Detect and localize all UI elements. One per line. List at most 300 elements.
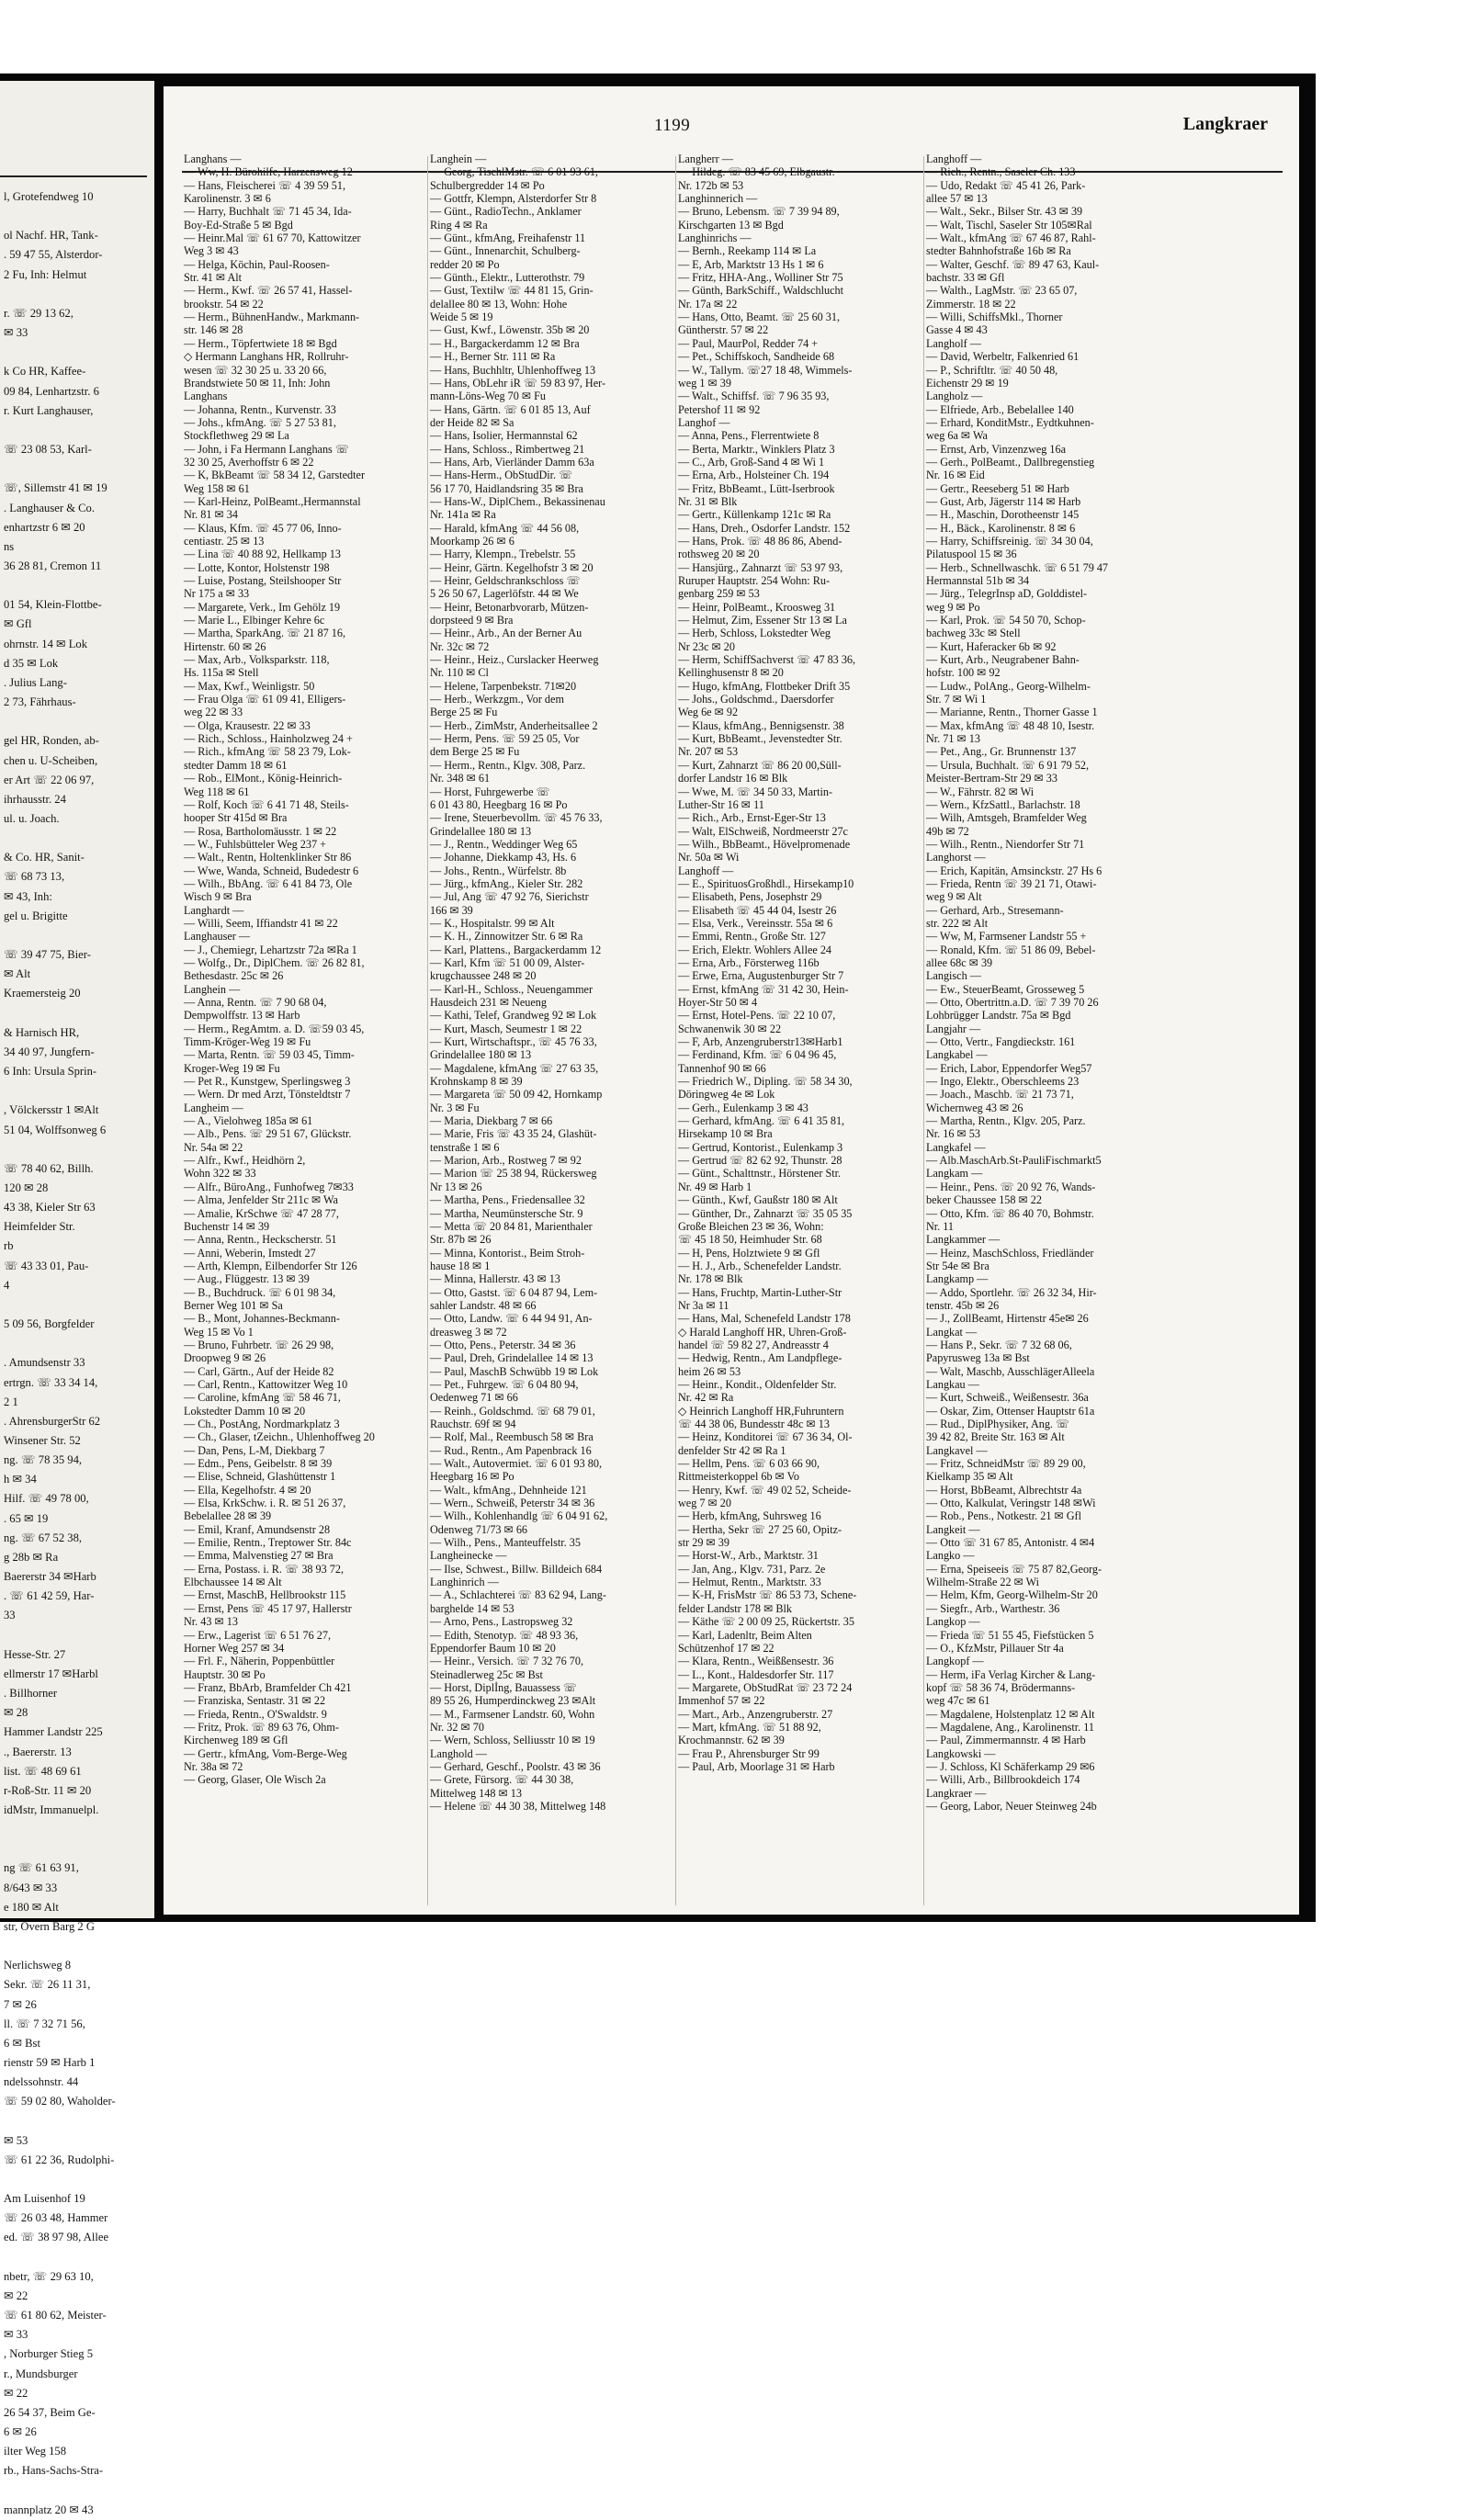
directory-entry-line: — Gertr., Reeseberg 51 ✉ Harb [926, 481, 1069, 495]
directory-entry-line: heim 26 ✉ 53 [678, 1364, 741, 1378]
directory-entry-line: 8/643 ✉ 33 [4, 1881, 58, 1894]
directory-entry-line: — Luise, Postang, Steilshooper Str [184, 574, 342, 587]
directory-entry-line: Kirschgarten 13 ✉ Bgd [678, 218, 784, 232]
directory-entry-line: — Johs., kfmAng. ☏ 5 27 53 81, [184, 415, 336, 429]
directory-entry-line: — Karl-H., Schloss., Neuengammer [430, 982, 594, 996]
directory-entry-line: — Maria, Diekbarg 7 ✉ 66 [430, 1114, 553, 1128]
directory-entry-line: Hs. 115a ✉ Stell [184, 666, 259, 680]
directory-entry-line: Eppendorfer Baum 10 ✉ 20 [430, 1641, 556, 1655]
directory-entry-line: ✉ Alt [4, 967, 31, 981]
directory-entry-line: Nr. 31 ✉ Blk [678, 494, 738, 508]
directory-entry-line: gel u. Brigitte [4, 909, 68, 922]
directory-entry-line: — Herb., Schnellwaschk. ☏ 6 51 79 47 [926, 560, 1109, 574]
directory-entry-line: Heimfelder Str. [4, 1220, 75, 1234]
directory-entry-line: — Marta, Rentn. ☏ 59 03 45, Timm- [184, 1048, 355, 1062]
directory-entry-line: — A., Schlachterei ☏ 83 62 94, Lang- [430, 1588, 606, 1602]
directory-entry-line: — Bernh., Reekamp 114 ✉ La [678, 244, 817, 258]
directory-entry-line: — Heinr., Heiz., Curslacker Heerweg [430, 653, 599, 667]
surname-heading: Langholf — [926, 336, 981, 350]
directory-columns [164, 153, 1299, 1915]
directory-entry-line: — Rosa, Bartholomäusstr. 1 ✉ 22 [184, 824, 337, 838]
directory-entry-line: . Julius Lang- [4, 675, 67, 689]
directory-entry-line: — Ludw., PolAng., Georg-Wilhelm- [926, 679, 1091, 693]
directory-entry-line: — Herm., RegAmtm. a. D. ☏59 03 45, [184, 1022, 365, 1035]
directory-entry-line: — Herm., Rentn., Klgv. 308, Parz. [430, 758, 586, 772]
directory-entry-line: Odenweg 71/73 ✉ 66 [430, 1522, 528, 1536]
directory-entry-line: Str. 7 ✉ Wi 1 [926, 693, 987, 706]
directory-entry-line: — Walt., Autovermiet. ☏ 6 01 93 80, [430, 1457, 603, 1471]
directory-entry-line: — Ernst, Pens ☏ 45 17 97, Hallerstr [184, 1601, 352, 1615]
directory-entry-line: — Ww, H. Bürohilfe, Harzensweg 12 [184, 165, 353, 179]
directory-entry-line: — Lotte, Kontor, Holstenstr 198 [184, 560, 330, 574]
directory-entry-line: — Heinr., Arb., An der Berner Au [430, 627, 582, 640]
directory-entry-line: 33 [4, 1609, 16, 1622]
directory-entry-line: 01 54, Klein-Flottbe- [4, 598, 102, 612]
directory-entry-line: — Margarete, Verk., Im Gehölz 19 [184, 600, 341, 614]
directory-entry-line: — Wwe, M. ☏ 34 50 33, Martin- [678, 785, 833, 798]
directory-entry-line: — Frau P., Ahrensburger Str 99 [678, 1746, 820, 1760]
directory-entry-line: — Mart., Arb., Anzengruberstr. 27 [678, 1707, 833, 1721]
directory-entry-line: Bebelallee 28 ✉ 39 [184, 1509, 272, 1523]
directory-entry-line: chen u. U-Scheiben, [4, 753, 98, 767]
directory-entry-line: — Lina ☏ 40 88 92, Hellkamp 13 [184, 548, 341, 561]
directory-entry-line: — Marie L., Elbinger Kehre 6c [184, 614, 325, 627]
directory-entry-line: dorfer Landstr 16 ✉ Blk [678, 772, 788, 785]
directory-entry-line: Nr. 207 ✉ 53 [678, 745, 739, 759]
directory-entry-line: 2 Fu, Inh: Helmut [4, 267, 87, 281]
directory-entry-line: — Ernst, kfmAng ☏ 31 42 30, Hein- [678, 982, 849, 996]
directory-entry-line [4, 926, 151, 945]
directory-entry-line: — Helene ☏ 44 30 38, Mittelweg 148 [430, 1799, 606, 1813]
directory-entry-line: hofstr. 100 ✉ 92 [926, 666, 1001, 680]
directory-entry-line: gel HR, Ronden, ab- [4, 734, 99, 748]
directory-entry-line: — Hans, Isolier, Hermannstal 62 [430, 429, 578, 443]
directory-entry-line: — Helga, Köchin, Paul-Roosen- [184, 257, 330, 271]
surname-heading: Langhinnerich — [678, 192, 758, 206]
directory-entry-line: brookstr. 54 ✉ 22 [184, 297, 264, 311]
directory-entry-line: — Martha, Neumünstersche Str. 9 [430, 1206, 583, 1220]
directory-entry-line: ndelssohnstr. 44 [4, 2075, 79, 2089]
directory-entry-line: 5 26 50 67, Lagerlöfstr. 44 ✉ We [430, 587, 579, 601]
directory-entry-line: Grindelallee 180 ✉ 13 [430, 824, 532, 838]
directory-entry-line: — E, Arb, Marktstr 13 Hs 1 ✉ 6 [678, 257, 824, 271]
directory-entry-line: — Amalie, KrSchwe ☏ 47 28 77, [184, 1206, 339, 1220]
directory-entry-line: — Rolf, Mal., Reembusch 58 ✉ Bra [430, 1430, 594, 1444]
directory-entry-line: — Max, Arb., Volksparkstr. 118, [184, 653, 330, 667]
directory-entry-line: — Hans, ObLehr iR ☏ 59 83 97, Her- [430, 376, 606, 390]
directory-entry-line: — Rob., Pens., Notkestr. 21 ✉ Gfl [926, 1509, 1081, 1523]
directory-entry-line: — Alfr., BüroAng., Funhofweg 7✉33 [184, 1180, 354, 1193]
running-head: Langkraer [1182, 114, 1268, 134]
directory-entry-line: — Erich, Elektr. Wohlers Allee 24 [678, 943, 832, 956]
directory-entry-line: — Hans, Mal, Schenefeld Landstr 178 [678, 1312, 851, 1326]
directory-entry-line: r. Kurt Langhauser, [4, 403, 94, 417]
directory-entry-line: — Erich, Labor, Eppendorfer Weg57 [926, 1061, 1092, 1075]
directory-entry-line: — Gust, Kwf., Löwenstr. 35b ✉ 20 [430, 323, 590, 337]
directory-entry-line: — A., Vielohweg 185a ✉ 61 [184, 1114, 313, 1128]
surname-heading: Langkat — [926, 1325, 978, 1339]
directory-entry-line: Nr 3a ✉ 11 [678, 1298, 729, 1312]
directory-entry-line: 34 40 97, Jungfern- [4, 1045, 95, 1058]
directory-entry-line: — J., ZollBeamt, Hirtenstr 45e✉ 26 [926, 1312, 1089, 1326]
directory-entry-line: — Pet., Schiffskoch, Sandheide 68 [678, 350, 835, 364]
directory-entry-line: Güntherstr. 57 ✉ 22 [678, 323, 769, 337]
directory-entry-line: — Wern., KfzSattl., Barlachstr. 18 [926, 797, 1080, 811]
directory-entry-line: — Horst, BbBeamt, Albrechtstr 4a [926, 1483, 1082, 1497]
directory-entry-line: Hoyer-Str 50 ✉ 4 [678, 996, 758, 1009]
directory-column-4 [926, 153, 1150, 1915]
directory-entry-line [4, 1295, 151, 1315]
directory-entry-line: — Hans, Otto, Beamt. ☏ 25 60 31, [678, 311, 841, 324]
directory-entry-line: wesen ☏ 32 30 25 u. 33 20 66, [184, 363, 327, 377]
directory-entry-line: — Fritz, SchneidMstr ☏ 89 29 00, [926, 1457, 1086, 1471]
directory-entry-line [4, 421, 151, 440]
directory-entry-line: Boy-Ed-Straße 5 ✉ Bgd [184, 218, 293, 232]
directory-entry-line: — H., Bargackerdamm 12 ✉ Bra [430, 336, 580, 350]
directory-entry-line: — Otto, Pens., Peterstr. 34 ✉ 36 [430, 1338, 576, 1351]
directory-entry-line: dem Berge 25 ✉ Fu [430, 745, 520, 759]
directory-entry-line: ✉ 43, Inh: [4, 889, 52, 903]
directory-entry-line [4, 285, 151, 304]
directory-entry-line: Große Bleichen 23 ✉ 36, Wohn: [678, 1219, 824, 1233]
directory-entry-line: — Rob., ElMont., König-Heinrich- [184, 772, 343, 785]
directory-entry-line: — Wilh., Rentn., Niendorfer Str 71 [926, 837, 1085, 851]
directory-entry-line: — Pet., Ang., Gr. Brunnenstr 137 [926, 745, 1077, 759]
directory-entry-line: — Kathi, Telef, Grandweg 92 ✉ Lok [430, 1009, 597, 1023]
directory-entry-line: — Metta ☏ 20 84 81, Marienthaler [430, 1219, 593, 1233]
surname-heading: Langheinecke — [430, 1549, 507, 1563]
directory-entry-line: Nr 23c ✉ 20 [678, 639, 735, 653]
directory-entry-line: Hilf. ☏ 49 78 00, [4, 1492, 89, 1506]
directory-entry-line: — Ernst, Arb, Vinzenzweg 16a [926, 442, 1067, 456]
directory-entry-line: — Ew., SteuerBeamt, Grosseweg 5 [926, 982, 1085, 996]
directory-entry-line: — Caroline, kfmAng ☏ 58 46 71, [184, 1391, 341, 1405]
directory-entry-line: genbarg 259 ✉ 53 [678, 587, 760, 601]
directory-entry-line: — Marianne, Rentn., Thorner Gasse 1 [926, 706, 1098, 719]
directory-entry-line: — Margareta ☏ 50 09 42, Hornkamp [430, 1088, 603, 1102]
directory-entry-line: Rittmeisterkoppel 6b ✉ Vo [678, 1470, 799, 1484]
directory-entry-line: Petershof 11 ✉ 92 [678, 402, 761, 416]
directory-entry-line: Hermannstal 51b ✉ 34 [926, 574, 1030, 587]
directory-entry-line: — Anna, Rentn., Heckscherstr. 51 [184, 1233, 337, 1247]
directory-entry-line [4, 1140, 151, 1159]
directory-entry-line: — Kurt, Zahnarzt ☏ 86 20 00,Süll- [678, 758, 842, 772]
directory-entry-line: weg 7 ✉ 20 [678, 1497, 731, 1510]
directory-entry-line: — Harry, Buchhalt ☏ 71 45 34, Ida- [184, 205, 352, 219]
directory-entry-line: weg 9 ✉ Alt [926, 890, 982, 904]
directory-entry-line: ed. ☏ 38 97 98, Allee [4, 2231, 109, 2244]
directory-entry-line: allee 68c ✉ 39 [926, 955, 993, 969]
directory-entry-line: . 59 47 55, Alsterdor- [4, 248, 103, 262]
directory-entry-line: — Kurt, Arb., Neugrabener Bahn- [926, 653, 1080, 667]
directory-entry-line: 51 04, Wolffsonweg 6 [4, 1123, 107, 1136]
directory-entry-line: — Kurt, Schweiß., Weißensestr. 36a [926, 1391, 1089, 1405]
directory-entry-line [4, 1081, 151, 1101]
directory-entry-line: Nr. 110 ✉ Cl [430, 666, 489, 680]
directory-entry-line: 26 54 37, Beim Ge- [4, 2405, 96, 2419]
directory-entry-line: — Erna, Arb., Holsteiner Ch. 194 [678, 469, 830, 482]
directory-entry-line: — Hans, Gärtn. ☏ 6 01 85 13, Auf [430, 402, 591, 416]
directory-entry-line: — Horst, Diplİng, Bauassess ☏ [430, 1680, 578, 1694]
directory-entry-line: — Hans-W., DiplChem., Bekassinenau [430, 494, 605, 508]
directory-entry-line: Meister-Bertram-Str 29 ✉ 33 [926, 772, 1057, 785]
directory-entry-line: Nr. 81 ✉ 34 [184, 508, 238, 522]
directory-entry-line: str, Övern Barg 2 G [4, 1919, 95, 1933]
directory-entry-line: 43 38, Kieler Str 63 [4, 1201, 96, 1215]
directory-entry-line: — C., Arb, Groß-Sand 4 ✉ Wi 1 [678, 455, 825, 469]
directory-entry-line: — Bruno, Fuhrbetr. ☏ 26 29 98, [184, 1338, 334, 1351]
directory-entry-line: Weg 15 ✉ Vo 1 [184, 1325, 254, 1339]
directory-entry-line: — J. Schloss, Kl Schäferkamp 29 ✉6 [926, 1759, 1095, 1773]
directory-entry-line: 39 42 82, Breite Str. 163 ✉ Alt [926, 1430, 1065, 1444]
directory-entry-line [4, 2170, 151, 2189]
directory-entry-line: — Emmi, Rentn., Große Str. 127 [678, 930, 826, 944]
directory-entry-line: ☏ 44 38 06, Bundesstr 48c ✉ 13 [678, 1418, 830, 1430]
directory-entry-line: weg 1 ✉ 39 [678, 376, 731, 390]
directory-entry-line: . Amundsenstr 33 [4, 1356, 85, 1370]
directory-entry-line: Hirsekamp 10 ✉ Bra [678, 1127, 773, 1141]
directory-entry-line: — Klara, Rentn., Weißßensestr. 36 [678, 1655, 834, 1668]
directory-entry-line: Nerlichsweg 8 [4, 1959, 72, 1972]
directory-entry-line: — Frieda ☏ 51 55 45, Fiefstücken 5 [926, 1628, 1094, 1642]
directory-entry-line: — M., Farmsener Landstr. 60, Wohn [430, 1707, 595, 1721]
directory-entry-line: Kroger-Weg 19 ✉ Fu [184, 1061, 280, 1075]
directory-entry-line: — Erna, Speiseeis ☏ 75 87 82,Georg- [926, 1562, 1102, 1576]
directory-entry-line: Nr. 17a ✉ 22 [678, 297, 738, 311]
directory-entry-line: — Ch., Glaser, tZeichn., Uhlenhoffweg 20 [184, 1430, 375, 1444]
directory-entry-line [4, 1937, 151, 1956]
directory-entry-line: list. ☏ 48 69 61 [4, 1764, 82, 1778]
directory-entry-line: — Hedwig, Rentn., Am Landpflege- [678, 1351, 842, 1365]
directory-entry-line: Weg 118 ✉ 61 [184, 785, 250, 798]
directory-entry-line: — Arth, Klempn, Eilbendorfer Str 126 [184, 1259, 357, 1272]
directory-entry-line: — Wilh., Pens., Manteuffelstr. 35 [430, 1536, 581, 1550]
directory-entry-line: — P., Schriftltr. ☏ 40 50 48, [926, 363, 1058, 377]
directory-entry-line: — Ch., PostAng, Nordmarkplatz 3 [184, 1418, 340, 1430]
directory-entry-line: — Wilh., BbAng. ☏ 6 41 84 73, Ole [184, 876, 353, 890]
directory-entry-line: weg 22 ✉ 33 [184, 706, 243, 719]
directory-entry-line: — Hans, Schloss., Rimbertweg 21 [430, 442, 585, 456]
directory-entry-line: — Günth., Elektr., Lutterothstr. 79 [430, 271, 585, 285]
surname-heading: Langhein — [184, 982, 241, 996]
directory-entry-line: — Günt., Schalttnstr., Hörstener Str. [678, 1167, 842, 1181]
directory-entry-line: — Ferdinand, Kfm. ☏ 6 04 96 45, [678, 1048, 837, 1062]
directory-entry-line: — Hans, Fruchtp, Martin-Luther-Str [678, 1285, 842, 1299]
directory-entry-line: 36 28 81, Cremon 11 [4, 559, 102, 572]
directory-entry-line [4, 1004, 151, 1023]
directory-entry-line: — Wolfg., Dr., DiplChem. ☏ 26 82 81, [184, 955, 365, 969]
page-number: 1199 [654, 116, 691, 135]
directory-entry-line: Wichernweg 43 ✉ 26 [926, 1101, 1023, 1114]
directory-entry-line: — Marion, Arb., Rostweg 7 ✉ 92 [430, 1154, 582, 1168]
directory-entry-line: — Karl, Prok. ☏ 54 50 70, Schop- [926, 614, 1086, 627]
directory-entry-line: ☏ 23 08 53, Karl- [4, 443, 92, 457]
directory-entry-line: — B., Mont, Johannes-Beckmann- [184, 1312, 340, 1326]
directory-entry-line: r. ☏ 29 13 62, [4, 306, 74, 320]
directory-entry-line: — Martha, Rentn., Klgv. 205, Parz. [926, 1114, 1086, 1128]
directory-entry-line: — Wern. Dr med Arzt, Tönsteldtstr 7 [184, 1088, 351, 1102]
directory-entry-line: — Johanne, Diekkamp 43, Hs. 6 [430, 851, 577, 864]
directory-entry-line: — Heinr.Mal ☏ 61 67 70, Kattowitzer [184, 232, 361, 245]
directory-entry-line: Nr. 16 ✉ Eid [926, 469, 985, 482]
directory-entry-line: rienstr 59 ✉ Harb 1 [4, 2056, 96, 2069]
directory-entry-line: d 35 ✉ Lok [4, 656, 59, 670]
directory-entry-line: ☏, Sillemstr 41 ✉ 19 [4, 481, 107, 495]
directory-entry-line: Mittelweg 148 ✉ 13 [430, 1786, 522, 1800]
directory-entry-line: Stockflethweg 29 ✉ La [184, 429, 289, 443]
directory-entry-line: Rauchstr. 69f ✉ 94 [430, 1418, 516, 1430]
directory-entry-line: — Johanna, Rentn., Kurvenstr. 33 [184, 402, 336, 416]
directory-entry-line: der Heide 82 ✉ Sa [430, 415, 514, 429]
directory-entry-line: — Klaus, Kfm. ☏ 45 77 06, Inno- [184, 521, 342, 535]
left-page-header-rule [0, 175, 147, 177]
directory-entry-line: ng. ☏ 67 52 38, [4, 1531, 83, 1544]
directory-entry-line: — Addo, Sportlehr. ☏ 26 32 34, Hir- [926, 1285, 1097, 1299]
directory-entry-line [4, 829, 151, 848]
directory-entry-line: — Georg, Labor, Neuer Steinweg 24b [926, 1799, 1097, 1813]
directory-entry-line: — Elsa, Verk., Vereinsstr. 55a ✉ 6 [678, 916, 833, 930]
directory-entry-line: — Otto, Obertrittn.a.D. ☏ 7 39 70 26 [926, 996, 1099, 1009]
directory-entry-line: — Heinr., Kondit., Oldenfelder Str. [678, 1377, 837, 1391]
directory-entry-line: Baererstr 34 ✉Harb [4, 1570, 96, 1584]
directory-entry-line: — Joach., Maschb. ☏ 21 73 71, [926, 1088, 1074, 1102]
directory-entry-line: — Elfriede, Arb., Bebelallee 140 [926, 402, 1074, 416]
directory-entry-line: — Heinr, Gärtn. Kegelhofstr 3 ✉ 20 [430, 560, 594, 574]
directory-entry-line: — Paul, MaurPol, Redder 74 + [678, 336, 819, 350]
directory-entry-line: — Udo, Redakt ☏ 45 41 26, Park- [926, 178, 1086, 192]
directory-entry-line: ◇ Hermann Langhans HR, Rollruhr- [184, 350, 349, 364]
directory-entry-line: dorpsteed 9 ✉ Bra [430, 614, 514, 627]
directory-entry-line: tenstraße 1 ✉ 6 [430, 1140, 500, 1154]
directory-entry-line: — Wilh, Amtsgeh, Bramfelder Weg [926, 811, 1087, 825]
surname-heading: Langkavel — [926, 1443, 988, 1457]
directory-entry-line: str 29 ✉ 39 [678, 1536, 729, 1550]
directory-entry-line: — Berta, Marktr., Winklers Platz 3 [678, 442, 835, 456]
directory-entry-line: — Gust, Arb, Jägerstr 114 ✉ Harb [926, 494, 1081, 508]
directory-entry-line: — H., Bäck., Karolinenstr. 8 ✉ 6 [926, 521, 1076, 535]
directory-entry-line: bachweg 33c ✉ Stell [926, 627, 1021, 640]
directory-entry-line: Str. 41 ✉ Alt [184, 271, 243, 285]
surname-heading: Langhorst — [926, 851, 986, 864]
directory-entry-line: Döringweg 4e ✉ Lok [678, 1088, 775, 1102]
directory-entry-line: rothsweg 20 ✉ 20 [678, 548, 760, 561]
directory-entry-line: — Hans P., Sekr. ☏ 7 32 68 06, [926, 1338, 1072, 1351]
directory-entry-line: Nr. 172b ✉ 53 [678, 178, 744, 192]
directory-entry-line: — Ingo, Elektr., Oberschleems 23 [926, 1075, 1080, 1089]
directory-entry-line: — Otto, Gastst. ☏ 6 04 87 94, Lem- [430, 1285, 598, 1299]
directory-entry-line: 09 84, Lenhartzstr. 6 [4, 384, 99, 398]
directory-entry-line [4, 2111, 151, 2130]
directory-entry-line: Kellinghusenstr 8 ✉ 20 [678, 666, 784, 680]
directory-entry-line: — John, i Fa Hermann Langhans ☏ [184, 442, 350, 456]
directory-entry-line: Hesse-Str. 27 [4, 1647, 66, 1661]
directory-entry-line: denfelder Str 42 ✉ Ra 1 [678, 1443, 786, 1457]
directory-entry-line: Gasse 4 ✉ 43 [926, 323, 988, 337]
directory-entry-line: g 28b ✉ Ra [4, 1550, 59, 1564]
directory-entry-line: — Mart, kfmAng. ☏ 51 88 92, [678, 1720, 821, 1734]
directory-entry-line: — Martha, SparkAng. ☏ 21 87 16, [184, 627, 346, 640]
directory-entry-line: — Paul, MaschB Schwübb 19 ✉ Lok [430, 1364, 599, 1378]
directory-entry-line: Oedenweg 71 ✉ 66 [430, 1391, 518, 1405]
directory-entry-line: ☏ 26 03 48, Hammer [4, 2211, 108, 2225]
directory-entry-line: Schwanenwik 30 ✉ 22 [678, 1022, 782, 1035]
directory-entry-line: — David, Werbeltr, Falkenried 61 [926, 350, 1080, 364]
directory-entry-line: — Kurt, Masch, Seumestr 1 ✉ 22 [430, 1022, 582, 1035]
surname-heading: Langhein — [430, 153, 487, 165]
surname-heading: Langkammer — [926, 1233, 1001, 1247]
directory-entry-line: 32 30 25, Averhoffstr 6 ✉ 22 [184, 455, 314, 469]
directory-entry-line: Weg 158 ✉ 61 [184, 481, 250, 495]
column-divider [923, 156, 924, 1905]
directory-entry-line: Brandstwiete 50 ✉ 11, Inh: John [184, 376, 331, 390]
directory-entry-line: — Hellm, Pens. ☏ 6 03 66 90, [678, 1457, 820, 1471]
directory-entry-line: redder 20 ✉ Po [430, 257, 500, 271]
surname-heading: Langkraer — [926, 1786, 987, 1800]
directory-entry-line: 89 55 26, Humperdinckweg 23 ✉Alt [430, 1694, 596, 1708]
surname-heading: Langhauser — [184, 930, 251, 944]
surname-heading: Langkopf — [926, 1655, 984, 1668]
surname-heading: Langko — [926, 1549, 975, 1563]
surname-heading: Langherr — [678, 153, 733, 165]
directory-entry-line: — Günt., Innenarchit, Schulberg- [430, 244, 581, 258]
directory-entry-line: — Rud., Rentn., Am Papenbrack 16 [430, 1443, 592, 1457]
directory-entry-line: — Paul, Arb, Moorlage 31 ✉ Harb [678, 1759, 835, 1773]
directory-entry-line: — Reinh., Goldschmd. ☏ 68 79 01, [430, 1404, 595, 1418]
directory-entry-line: — Gertr., kfmAng, Vom-Berge-Weg [184, 1746, 347, 1760]
directory-entry-line: — Fritz, BbBeamt., Lütt-Iserbrook [678, 481, 835, 495]
directory-entry-line: Weg 6e ✉ 92 [678, 706, 739, 719]
directory-entry-line: Lokstedter Damm 10 ✉ 20 [184, 1404, 306, 1418]
directory-entry-line: — Rich., kfmAng ☏ 58 23 79, Lok- [184, 745, 351, 759]
directory-entry-line: — Elisabeth, Pens, Josephstr 29 [678, 890, 822, 904]
directory-entry-line: Droopweg 9 ✉ 26 [184, 1351, 266, 1365]
directory-entry-line: — Jürg., kfmAng., Kieler Str. 282 [430, 876, 583, 890]
directory-entry-line [4, 576, 151, 595]
directory-entry-line: — Alb., Pens. ☏ 29 51 67, Glückstr. [184, 1127, 352, 1141]
directory-entry-line: — Pet R., Kunstgew, Sperlingsweg 3 [184, 1075, 351, 1089]
directory-entry-line: — Rich., Arb., Ernst-Eger-Str 13 [678, 811, 826, 825]
directory-entry-line: — Erw., Lagerist ☏ 6 51 76 27, [184, 1628, 331, 1642]
directory-entry-line: 120 ✉ 28 [4, 1181, 49, 1194]
directory-entry-line: tenstr. 45b ✉ 26 [926, 1298, 1000, 1312]
directory-entry-line: — Ernst, MaschB, Hellbrookstr 115 [184, 1588, 346, 1602]
directory-entry-line: — Martha, Pens., Friedensallee 32 [430, 1193, 585, 1207]
directory-entry-line: — Alma, Jenfelder Str 211c ✉ Wa [184, 1193, 338, 1207]
surname-heading: Langhinrichs — [678, 232, 752, 245]
directory-entry-line: h ✉ 34 [4, 1473, 37, 1486]
directory-entry-line: Eichenstr 29 ✉ 19 [926, 376, 1009, 390]
directory-entry-line: — Gottfr, Klempn, Alsterdorfer Str 8 [430, 192, 597, 206]
directory-entry-line: — Erhard, KonditMstr., Eydtkuhnen- [926, 415, 1094, 429]
directory-entry-line: r-Roß-Str. 11 ✉ 20 [4, 1783, 92, 1797]
directory-entry-line: — W., Tallym. ☏27 18 48, Wimmels- [678, 363, 853, 377]
directory-entry-line: — W., Fuhlsbütteler Weg 237 + [184, 837, 326, 851]
surname-heading: Langhardt — [184, 903, 244, 917]
directory-entry-line: — Georg, Glaser, Ole Wisch 2a [184, 1773, 326, 1787]
directory-entry-line: ilter Weg 158 [4, 2445, 67, 2458]
directory-entry-line: — Irene, Steuerbevollm. ☏ 45 76 33, [430, 811, 603, 825]
directory-entry-line: — Frau Olga ☏ 61 09 41, Elligers- [184, 693, 346, 706]
directory-entry-line: — Max, kfmAng ☏ 48 48 10, Isestr. [926, 718, 1095, 732]
directory-entry-line: — Marie, Fris ☏ 43 35 24, Glashüt- [430, 1127, 597, 1141]
directory-entry-line: — Hildeg. ☏ 83 45 69, Elbgaustr. [678, 165, 835, 179]
directory-entry-line: — Frl. F., Näherin, Poppenbüttler [184, 1655, 335, 1668]
directory-entry-line: Grindelallee 180 ✉ 13 [430, 1048, 532, 1062]
directory-entry-line: — Gerhard, Arb., Stresemann- [926, 903, 1064, 917]
directory-entry-line: — Elsa, KrkSchw. i. R. ✉ 51 26 37, [184, 1497, 346, 1510]
directory-entry-line: ng ☏ 61 63 91, [4, 1861, 79, 1875]
directory-entry-line: — Harald, kfmAng ☏ 44 56 08, [430, 521, 580, 535]
